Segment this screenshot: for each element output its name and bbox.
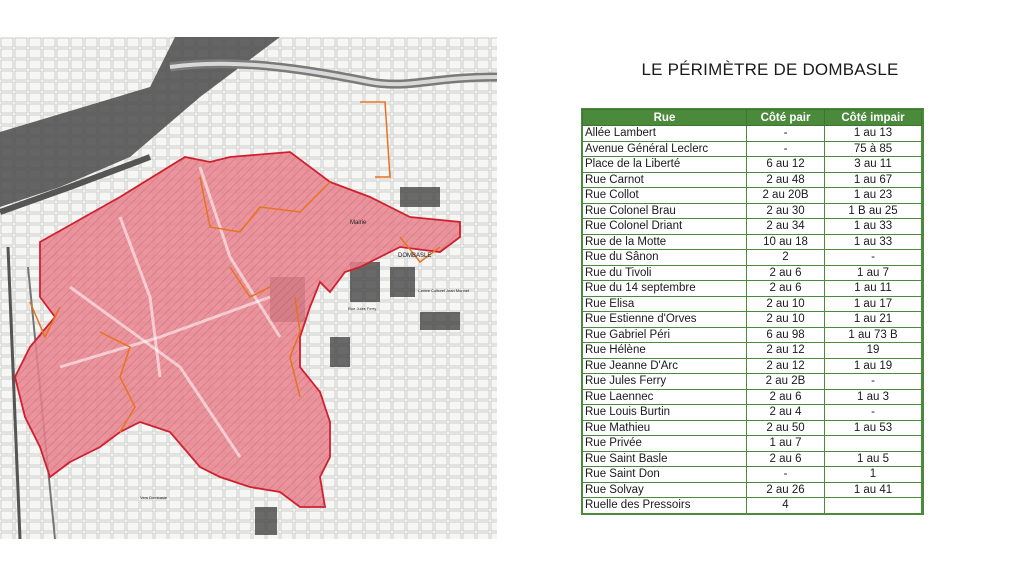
cell-rue: Rue Colonel Brau	[583, 203, 747, 219]
cell-rue: Rue Collot	[583, 188, 747, 204]
cell-rue: Rue Privée	[583, 436, 747, 452]
map-label-vers: Vers Dombasle	[140, 495, 168, 500]
cell-rue: Rue Laennec	[583, 389, 747, 405]
cell-cote-impair: 1 au 73 B	[825, 327, 922, 343]
table-row	[583, 296, 922, 312]
cell-cote-impair: 1 au 17	[825, 296, 922, 312]
table-row	[583, 172, 922, 188]
cell-rue: Rue Saint Basle	[583, 451, 747, 467]
cell-cote-impair: 1 au 11	[825, 281, 922, 297]
cell-cote-impair: 1 au 7	[825, 265, 922, 281]
table-row	[583, 327, 922, 343]
cell-cote-impair: -	[825, 374, 922, 390]
cell-cote-pair: 10 au 18	[747, 234, 825, 250]
cell-rue: Rue Elisa	[583, 296, 747, 312]
table-row	[583, 343, 922, 359]
table-row	[583, 188, 922, 204]
cell-cote-impair: 1 au 13	[825, 126, 922, 142]
cell-cote-pair: 2 au 6	[747, 281, 825, 297]
cell-rue: Allée Lambert	[583, 126, 747, 142]
cell-rue: Ruelle des Pressoirs	[583, 498, 747, 514]
header-cote-impair: Côté impair	[825, 110, 922, 126]
cell-cote-impair	[825, 498, 922, 514]
table-row	[583, 203, 922, 219]
cell-cote-impair: 1 au 21	[825, 312, 922, 328]
cell-cote-pair: -	[747, 141, 825, 157]
streets-table	[582, 109, 922, 514]
table-row	[583, 312, 922, 328]
cell-cote-impair: 1 au 23	[825, 188, 922, 204]
cell-cote-pair: 2 au 6	[747, 451, 825, 467]
cell-cote-pair: -	[747, 467, 825, 483]
map-label-mairie: Mairie	[350, 220, 367, 226]
cell-cote-pair: 2 au 50	[747, 420, 825, 436]
cell-cote-pair: 2 au 30	[747, 203, 825, 219]
page-title: LE PÉRIMÈTRE DE DOMBASLE	[641, 60, 899, 79]
cell-cote-pair: 2 au 10	[747, 296, 825, 312]
cell-cote-impair: -	[825, 250, 922, 266]
cell-rue: Rue Gabriel Péri	[583, 327, 747, 343]
cell-cote-impair: 1 au 53	[825, 420, 922, 436]
cell-cote-impair: 1 B au 25	[825, 203, 922, 219]
cell-rue: Place de la Liberté	[583, 157, 747, 173]
cell-rue: Rue de la Motte	[583, 234, 747, 250]
table-header-row	[583, 110, 922, 126]
cell-cote-impair: 19	[825, 343, 922, 359]
cell-cote-pair: 4	[747, 498, 825, 514]
cell-cote-pair: 2 au 20B	[747, 188, 825, 204]
cell-cote-pair: 1 au 7	[747, 436, 825, 452]
cell-rue: Rue Hélène	[583, 343, 747, 359]
cell-rue: Rue Solvay	[583, 482, 747, 498]
cell-cote-impair: -	[825, 405, 922, 421]
cell-rue: Rue Jeanne D'Arc	[583, 358, 747, 374]
table-row	[583, 126, 922, 142]
cell-cote-pair: 2 au 12	[747, 358, 825, 374]
cell-cote-impair: 3 au 11	[825, 157, 922, 173]
cell-cote-pair: 2 au 26	[747, 482, 825, 498]
cell-cote-impair: 1	[825, 467, 922, 483]
cell-cote-impair: 75 à 85	[825, 141, 922, 157]
table-row	[583, 358, 922, 374]
header-cote-pair: Côté pair	[747, 110, 825, 126]
cell-cote-impair: 1 au 3	[825, 389, 922, 405]
cell-cote-pair: 2 au 48	[747, 172, 825, 188]
header-rue: Rue	[583, 110, 747, 126]
table-row	[583, 498, 922, 514]
cell-cote-pair: -	[747, 126, 825, 142]
cell-cote-pair: 2 au 4	[747, 405, 825, 421]
cell-cote-pair: 2 au 12	[747, 343, 825, 359]
cell-rue: Rue du Tivoli	[583, 265, 747, 281]
perimeter-map	[0, 37, 497, 539]
table-row	[583, 219, 922, 235]
table-row	[583, 482, 922, 498]
cell-cote-pair: 6 au 12	[747, 157, 825, 173]
cell-cote-impair: 1 au 5	[825, 451, 922, 467]
map-label-centre: Centre Culturel Jean Monnet	[418, 288, 470, 293]
table-row	[583, 467, 922, 483]
cell-rue: Avenue Général Leclerc	[583, 141, 747, 157]
cell-cote-pair: 2 au 2B	[747, 374, 825, 390]
table-row	[583, 250, 922, 266]
table-row	[583, 436, 922, 452]
cell-rue: Rue Saint Don	[583, 467, 747, 483]
cell-cote-impair: 1 au 33	[825, 219, 922, 235]
cell-cote-pair: 2 au 6	[747, 389, 825, 405]
table-row	[583, 281, 922, 297]
table-row	[583, 405, 922, 421]
table-body	[583, 126, 922, 514]
table-row	[583, 234, 922, 250]
cell-rue: Rue Estienne d'Orves	[583, 312, 747, 328]
cell-rue: Rue du Sânon	[583, 250, 747, 266]
cell-cote-impair: 1 au 33	[825, 234, 922, 250]
cell-cote-impair	[825, 436, 922, 452]
cell-cote-impair: 1 au 67	[825, 172, 922, 188]
table-row	[583, 374, 922, 390]
cell-rue: Rue Colonel Driant	[583, 219, 747, 235]
map-label-rue-jules: Rue Jules Ferry	[348, 306, 377, 311]
map-label-dombasle: DOMBASLE	[398, 253, 432, 259]
cell-cote-pair: 2 au 10	[747, 312, 825, 328]
cell-cote-pair: 2 au 6	[747, 265, 825, 281]
table-row	[583, 265, 922, 281]
cell-cote-pair: 6 au 98	[747, 327, 825, 343]
cell-cote-impair: 1 au 19	[825, 358, 922, 374]
cell-cote-pair: 2	[747, 250, 825, 266]
table-row	[583, 141, 922, 157]
cell-cote-impair: 1 au 41	[825, 482, 922, 498]
table-row	[583, 420, 922, 436]
table-row	[583, 157, 922, 173]
cell-rue: Rue Louis Burtin	[583, 405, 747, 421]
table-row	[583, 451, 922, 467]
cell-rue: Rue Carnot	[583, 172, 747, 188]
cell-rue: Rue Jules Ferry	[583, 374, 747, 390]
cell-cote-pair: 2 au 34	[747, 219, 825, 235]
cell-rue: Rue du 14 septembre	[583, 281, 747, 297]
cell-rue: Rue Mathieu	[583, 420, 747, 436]
streets-table-frame	[581, 108, 924, 515]
table-row	[583, 389, 922, 405]
